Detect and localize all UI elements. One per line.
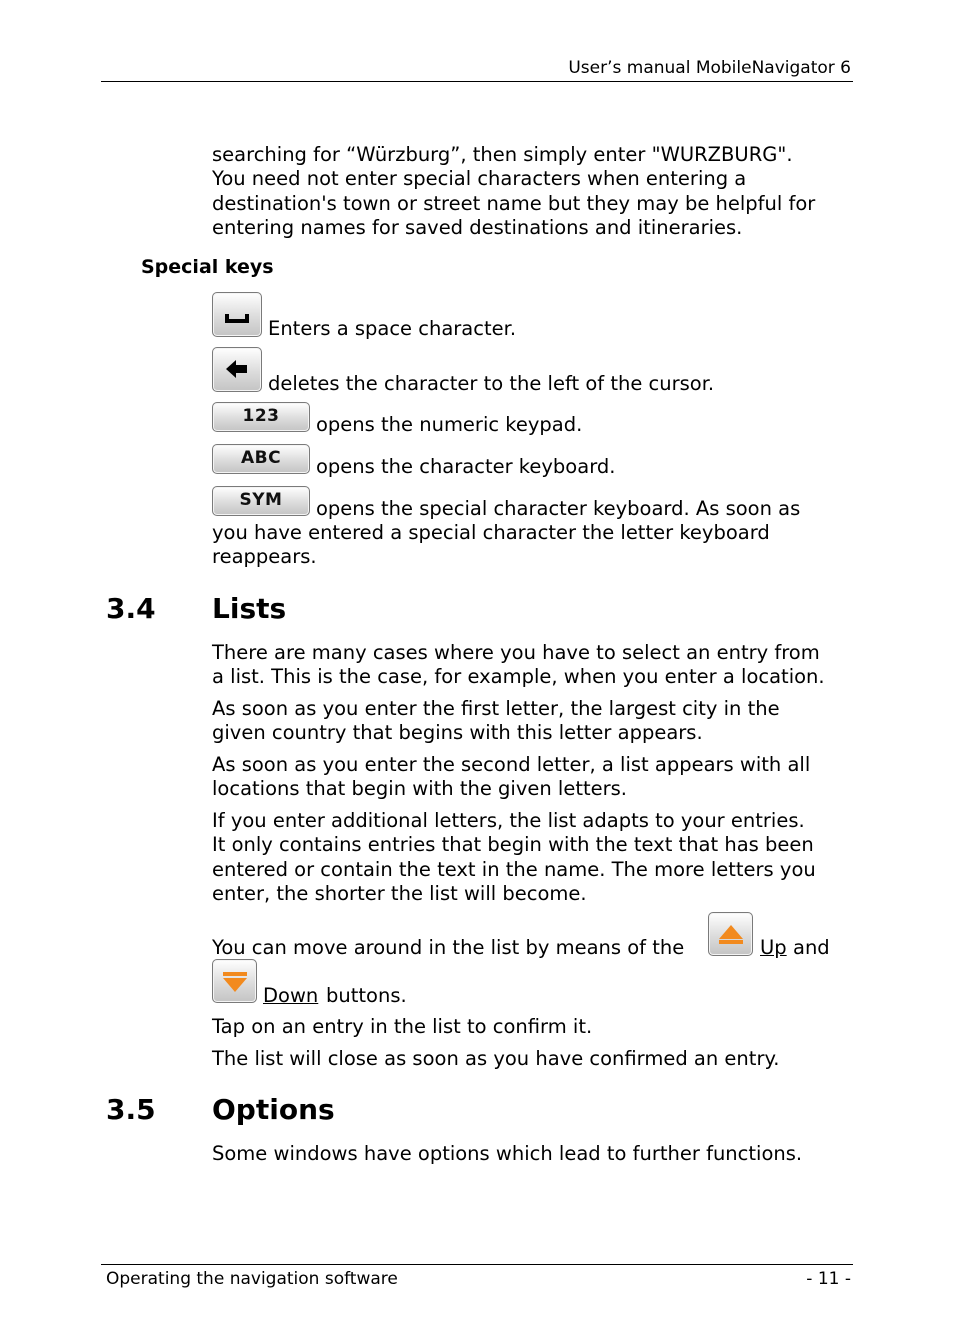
lists-paragraph-3: [212, 753, 852, 802]
section-title: Options: [212, 1093, 335, 1126]
alpha-key-desc: opens the character keyboard.: [316, 455, 616, 478]
text-line: locations that begin with the given letters.: [212, 777, 627, 801]
symbol-key-desc-cont: [212, 521, 852, 570]
symbol-key-desc-line: reappears.: [212, 545, 317, 569]
down-button: [212, 959, 257, 1003]
intro-line: searching for “Würzburg”, then simply enter "WURZBURG".: [212, 143, 793, 166]
intro-line: entering names for saved destinations and itineraries.: [212, 215, 743, 239]
text-line: As soon as you enter the second letter, a list appears with all: [212, 753, 811, 776]
move-prefix-text: You can move around in the list by means of the: [212, 936, 685, 959]
text-line: enter, the shorter the list will become.: [212, 881, 587, 905]
symbol-key-button: SYM: [212, 486, 310, 516]
numeric-key-button: 123: [212, 402, 310, 432]
section-title: Lists: [212, 592, 287, 625]
down-link-text: Down: [263, 984, 319, 1007]
text-line: There are many cases where you have to select an entry from: [212, 641, 820, 664]
footer-chapter: Operating the navigation software: [106, 1269, 398, 1289]
footer-rule: [101, 1264, 853, 1265]
lists-paragraph-7: The list will close as soon as you have confirmed an entry.: [212, 1047, 780, 1070]
and-text: and: [793, 936, 830, 959]
backspace-key-button: [212, 347, 262, 392]
section-number: 3.4: [106, 592, 156, 625]
text-line: a list. This is the case, for example, when you enter a location.: [212, 665, 825, 689]
text-line: If you enter additional letters, the list adapts to your entries.: [212, 809, 805, 832]
numeric-key-desc: opens the numeric keypad.: [316, 413, 583, 436]
lists-paragraph-1: [212, 641, 852, 690]
symbol-key-desc-line: opens the special character keyboard. As soon as: [316, 497, 801, 520]
buttons-suffix-text: buttons.: [326, 984, 407, 1007]
text-line: entered or contain the text in the name. The more letters you: [212, 857, 816, 881]
special-keys-heading: Special keys: [141, 256, 274, 278]
arrow-up-icon-bar: [719, 940, 743, 944]
alpha-key-button: ABC: [212, 444, 310, 474]
lists-paragraph-2: [212, 697, 852, 746]
text-line: It only contains entries that begin with the text that has been: [212, 833, 814, 857]
section-number: 3.5: [106, 1093, 156, 1126]
header-rule: [101, 81, 853, 82]
text-line: given country that begins with this letter appears.: [212, 721, 703, 745]
space-key-desc: Enters a space character.: [268, 317, 517, 340]
up-button: [708, 912, 753, 956]
arrow-down-icon-bar: [223, 972, 247, 976]
lists-paragraph-6: Tap on an entry in the list to confirm it.: [212, 1015, 593, 1038]
intro-paragraph: [212, 143, 852, 240]
arrow-up-icon: [719, 925, 743, 939]
space-bar-icon: [213, 293, 261, 336]
lists-paragraph-4: [212, 809, 852, 906]
arrow-down-icon: [223, 978, 247, 992]
running-header: User’s manual MobileNavigator 6: [568, 58, 851, 78]
intro-line: destination's town or street name but they may be helpful for: [212, 191, 816, 215]
up-link-text: Up: [760, 936, 787, 959]
text-line: As soon as you enter the first letter, the largest city in the: [212, 697, 780, 720]
intro-line: You need not enter special characters when entering a: [212, 167, 747, 191]
space-key-button: [212, 292, 262, 337]
options-paragraph: Some windows have options which lead to further functions.: [212, 1142, 803, 1165]
page-number: - 11 -: [806, 1269, 851, 1289]
backspace-key-desc: deletes the character to the left of the cursor.: [268, 372, 715, 395]
arrow-left-icon: [213, 348, 261, 391]
symbol-key-desc-line: you have entered a special character the letter keyboard: [212, 521, 770, 544]
